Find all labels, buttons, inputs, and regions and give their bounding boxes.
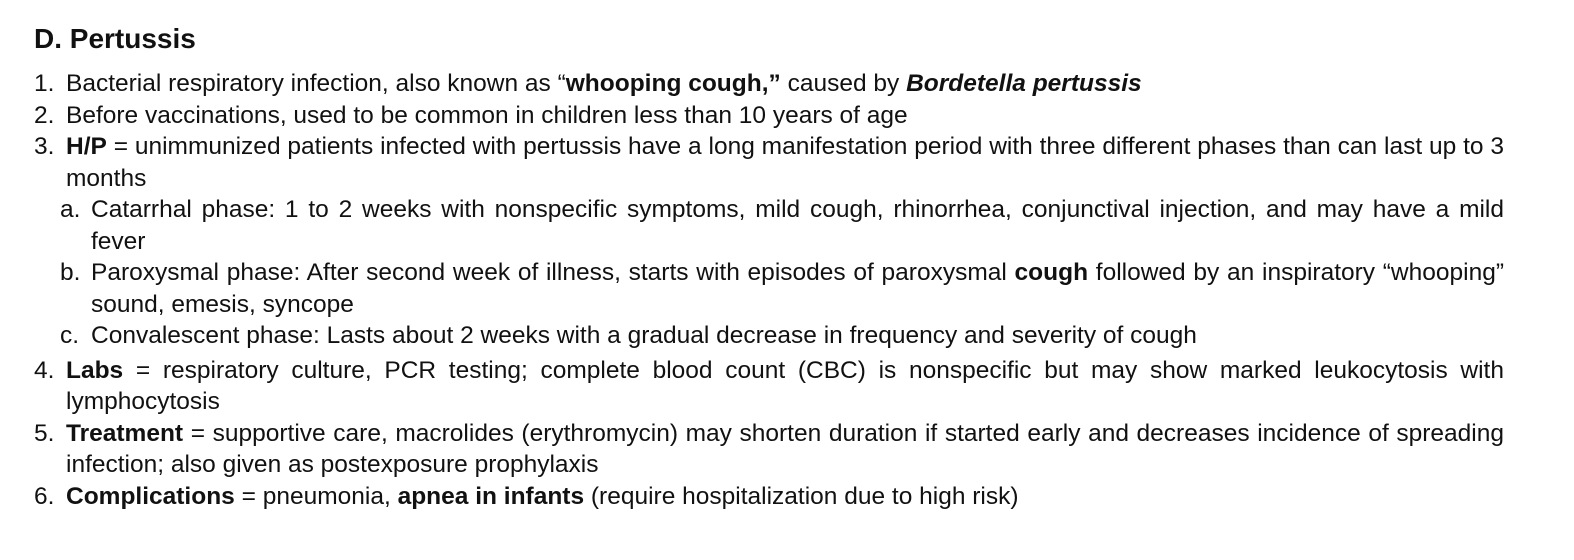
sub-list-item <box>34 320 1504 352</box>
list-item-text <box>66 131 1504 194</box>
bold-term: whooping cough,” <box>565 70 781 97</box>
text-run: = supportive care, macrolides (erythromycin) may shorten duration if started early and decreases incidence of spreading infection; also given as postexposure prophylaxis <box>66 419 1504 478</box>
list-item-number: 2. <box>34 101 55 129</box>
text-run: = respiratory culture, PCR testing; complete blood count (CBC) is nonspecific but may show marked leukocytosis with lymphocytosis <box>66 356 1504 415</box>
text-run: caused by <box>780 70 907 97</box>
list-item-number: 5. <box>34 419 55 447</box>
text-run: followed by an inspiratory “whooping” sound, emesis, syncope <box>91 259 1504 318</box>
list-item-number: 3. <box>34 133 55 160</box>
list-item-text <box>66 481 1504 513</box>
bold-term: H/P <box>66 133 107 160</box>
sub-list-item-text: Catarrhal phase: 1 to 2 weeks with nonspecific symptoms, mild cough, rhinorrhea, conjunctival injection, and may have a mild fever <box>91 196 1504 255</box>
text-run: (require hospitalization due to high risk) <box>584 482 1019 510</box>
list-item-number: 6. <box>34 482 55 510</box>
sub-list-item-letter: c. <box>60 322 80 349</box>
list-item-text: Before vaccinations, used to be common in children less than 10 years of age <box>66 101 908 129</box>
list-item-text <box>66 68 1504 100</box>
sub-list-item-text: Convalescent phase: Lasts about 2 weeks with a gradual decrease in frequency and severity of cough <box>91 322 1197 349</box>
text-run: = unimmunized patients infected with pertussis have a long manifestation period with three different phases than can last up to 3 months <box>66 133 1504 192</box>
sub-list-item-letter: a. <box>60 196 81 223</box>
list-item-text <box>66 355 1504 418</box>
sub-list-item <box>34 257 1504 320</box>
list-item <box>34 131 1504 194</box>
bold-term: Complications <box>66 482 235 510</box>
list-item <box>34 100 1504 132</box>
text-run: Paroxysmal phase: After second week of illness, starts with episodes of paroxysmal <box>91 259 1015 286</box>
list-item <box>34 481 1504 513</box>
bold-term: cough <box>1014 259 1089 286</box>
list-item <box>34 418 1504 481</box>
list-item-text <box>66 418 1504 481</box>
sub-list-item-letter: b. <box>60 259 81 286</box>
list-item <box>34 355 1504 418</box>
bold-term: Treatment <box>66 419 184 447</box>
organism-name: Bordetella pertussis <box>906 70 1142 97</box>
section-heading: D. Pertussis <box>34 23 196 54</box>
sub-list-item-text <box>91 257 1504 320</box>
list-item <box>34 68 1504 100</box>
bold-term: Labs <box>66 356 124 384</box>
numbered-list <box>34 68 1504 512</box>
sub-list-item <box>34 194 1504 257</box>
list-item-number: 1. <box>34 70 55 97</box>
text-run: Bacterial respiratory infection, also known as “ <box>66 70 566 97</box>
list-item-number: 4. <box>34 356 55 384</box>
bold-term: apnea in infants <box>397 482 585 510</box>
text-run: = pneumonia, <box>234 482 398 510</box>
